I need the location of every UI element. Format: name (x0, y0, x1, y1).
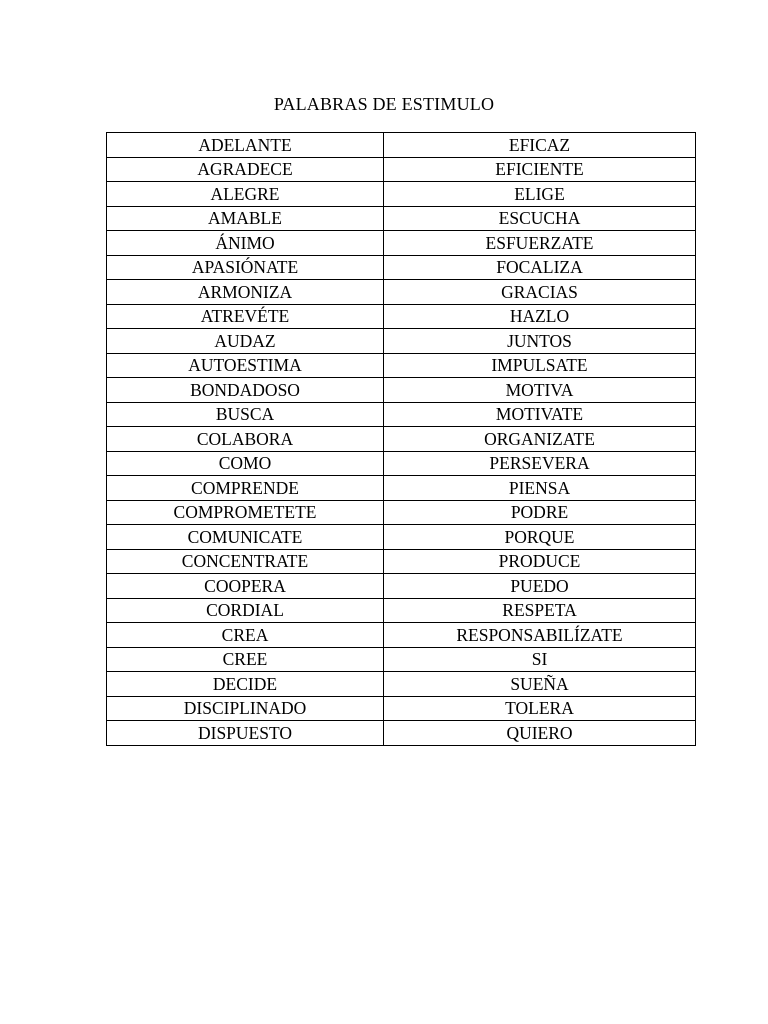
word-cell-left: ARMONIZA (107, 280, 384, 305)
word-cell-left: AMABLE (107, 206, 384, 231)
table-row (107, 255, 696, 280)
word-cell-right: IMPULSATE (384, 353, 696, 378)
word-cell-left: APASIÓNATE (107, 255, 384, 280)
words-table-body (107, 133, 696, 746)
table-row (107, 378, 696, 403)
word-cell-left: DISPUESTO (107, 721, 384, 746)
word-cell-left: ÁNIMO (107, 231, 384, 256)
table-row (107, 574, 696, 599)
table-row (107, 451, 696, 476)
table-row (107, 182, 696, 207)
word-cell-left: BONDADOSO (107, 378, 384, 403)
table-row (107, 206, 696, 231)
word-cell-left: DISCIPLINADO (107, 696, 384, 721)
word-cell-right: ESCUCHA (384, 206, 696, 231)
table-row (107, 133, 696, 158)
table-row (107, 353, 696, 378)
word-cell-right: MOTIVATE (384, 402, 696, 427)
word-cell-left: BUSCA (107, 402, 384, 427)
word-cell-right: EFICAZ (384, 133, 696, 158)
word-cell-right: PORQUE (384, 525, 696, 550)
word-cell-left: ALEGRE (107, 182, 384, 207)
word-cell-right: PRODUCE (384, 549, 696, 574)
word-cell-left: COOPERA (107, 574, 384, 599)
table-row (107, 598, 696, 623)
word-cell-right: SI (384, 647, 696, 672)
word-cell-right: ELIGE (384, 182, 696, 207)
word-cell-right: GRACIAS (384, 280, 696, 305)
words-table (106, 132, 696, 746)
page-title: PALABRAS DE ESTIMULO (273, 94, 495, 114)
table-row (107, 304, 696, 329)
word-cell-left: CREE (107, 647, 384, 672)
word-cell-left: COMO (107, 451, 384, 476)
word-cell-left: COMPROMETETE (107, 500, 384, 525)
word-cell-left: ADELANTE (107, 133, 384, 158)
table-row (107, 672, 696, 697)
word-cell-right: ORGANIZATE (384, 427, 696, 452)
word-cell-right: ESFUERZATE (384, 231, 696, 256)
word-cell-right: QUIERO (384, 721, 696, 746)
word-cell-right: TOLERA (384, 696, 696, 721)
word-cell-right: JUNTOS (384, 329, 696, 354)
table-row (107, 647, 696, 672)
word-cell-right: PERSEVERA (384, 451, 696, 476)
word-cell-left: CREA (107, 623, 384, 648)
word-cell-left: CONCENTRATE (107, 549, 384, 574)
word-cell-left: COMPRENDE (107, 476, 384, 501)
table-row (107, 231, 696, 256)
word-cell-right: HAZLO (384, 304, 696, 329)
word-cell-right: FOCALIZA (384, 255, 696, 280)
table-row (107, 696, 696, 721)
word-cell-left: ATREVÉTE (107, 304, 384, 329)
word-cell-right: PODRE (384, 500, 696, 525)
word-cell-right: PUEDO (384, 574, 696, 599)
word-cell-left: AUDAZ (107, 329, 384, 354)
table-row (107, 280, 696, 305)
table-row (107, 476, 696, 501)
word-cell-right: SUEÑA (384, 672, 696, 697)
word-cell-left: COMUNICATE (107, 525, 384, 550)
table-row (107, 329, 696, 354)
table-row (107, 549, 696, 574)
word-cell-right: RESPONSABILÍZATE (384, 623, 696, 648)
table-row (107, 157, 696, 182)
word-cell-right: EFICIENTE (384, 157, 696, 182)
table-row (107, 500, 696, 525)
word-cell-left: AGRADECE (107, 157, 384, 182)
table-row (107, 623, 696, 648)
word-cell-left: COLABORA (107, 427, 384, 452)
word-cell-left: DECIDE (107, 672, 384, 697)
word-cell-right: MOTIVA (384, 378, 696, 403)
table-row (107, 427, 696, 452)
table-row (107, 721, 696, 746)
word-cell-right: PIENSA (384, 476, 696, 501)
word-cell-left: AUTOESTIMA (107, 353, 384, 378)
word-cell-left: CORDIAL (107, 598, 384, 623)
table-row (107, 525, 696, 550)
word-cell-right: RESPETA (384, 598, 696, 623)
table-row (107, 402, 696, 427)
